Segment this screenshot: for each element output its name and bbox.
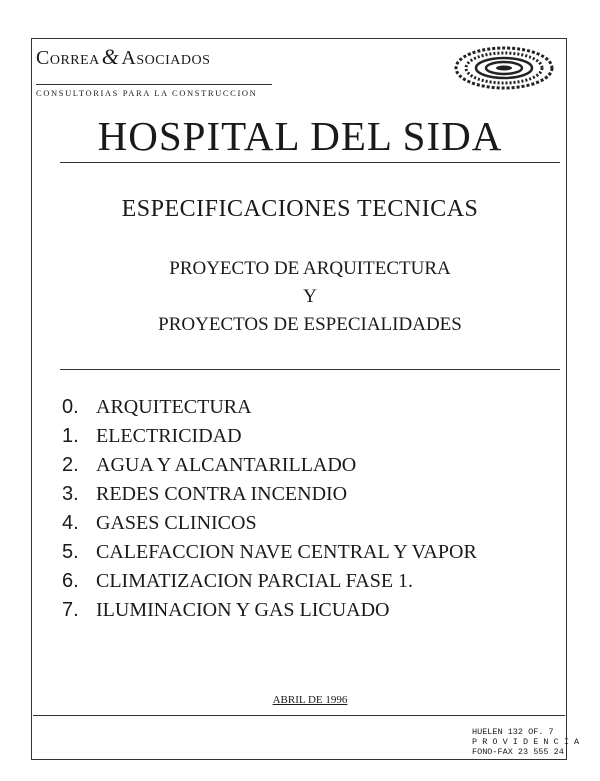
company-name-left: Correa [36, 47, 100, 69]
list-item-label: ELECTRICIDAD [96, 425, 242, 447]
list-item-label: CALEFACCION NAVE CENTRAL Y VAPOR [96, 541, 477, 563]
company-name [36, 44, 210, 70]
address-phone: FONO-FAX 23 555 24 [472, 747, 564, 757]
list-item-number: 0. [62, 396, 79, 418]
list-item-label: ILUMINACION Y GAS LICUADO [96, 599, 390, 621]
document-subtitle: ESPECIFICACIONES TECNICAS [121, 196, 479, 222]
list-item [62, 541, 477, 570]
project-line-2: Y [303, 286, 317, 307]
list-item [62, 454, 477, 483]
footer-divider [33, 715, 565, 716]
list-item [62, 599, 477, 628]
company-subtitle: CONSULTORIAS PARA LA CONSTRUCCION [36, 84, 272, 98]
section-divider [60, 369, 560, 370]
list-item-number: 1. [62, 425, 79, 447]
list-item-label: REDES CONTRA INCENDIO [96, 483, 348, 505]
company-ampersand: & [101, 44, 120, 69]
list-item-number: 5. [62, 541, 79, 563]
document-title: HOSPITAL DEL SIDA [97, 113, 503, 159]
address-city: P R O V I D E N C I A [472, 737, 580, 747]
list-item-number: 6. [62, 570, 79, 592]
project-line-1: PROYECTO DE ARQUITECTURA [169, 258, 451, 279]
list-item-number: 7. [62, 599, 79, 621]
list-item [62, 570, 477, 599]
title-divider [60, 162, 560, 163]
list-item-number: 3. [62, 483, 79, 505]
list-item-number: 2. [62, 454, 79, 476]
list-item-number: 4. [62, 512, 79, 534]
specialties-list [62, 396, 477, 628]
project-line-3: PROYECTOS DE ESPECIALIDADES [158, 314, 462, 335]
sunburst-logo-icon [452, 44, 556, 92]
list-item [62, 425, 477, 454]
document-date: ABRIL DE 1996 [272, 694, 348, 706]
address-street: HUELEN 132 OF. 7 [472, 727, 554, 737]
list-item-label: CLIMATIZACION PARCIAL FASE 1. [96, 570, 414, 592]
company-name-right: Asociados [121, 47, 211, 69]
list-item-label: GASES CLINICOS [96, 512, 257, 534]
list-item [62, 396, 477, 425]
list-item-label: ARQUITECTURA [96, 396, 252, 418]
list-item [62, 512, 477, 541]
list-item [62, 483, 477, 512]
company-address [472, 727, 580, 757]
list-item-label: AGUA Y ALCANTARILLADO [96, 454, 357, 476]
